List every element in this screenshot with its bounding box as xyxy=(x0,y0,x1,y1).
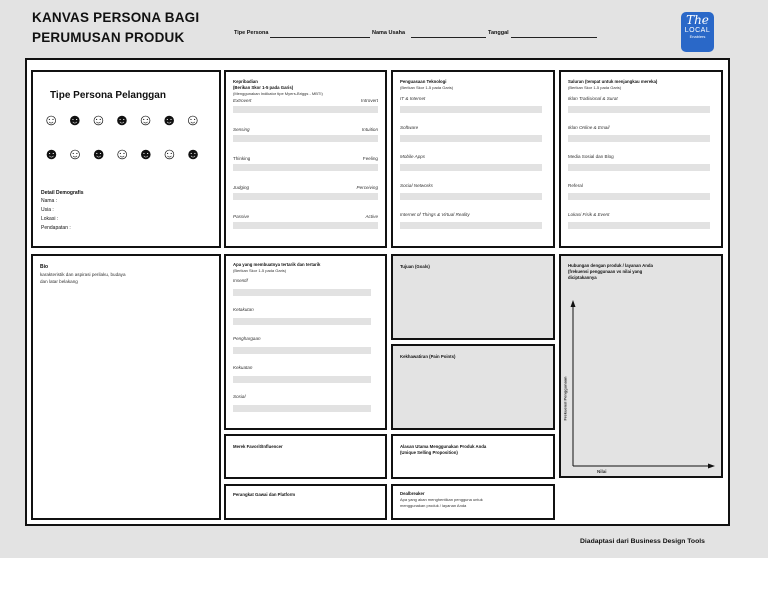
personality-box xyxy=(224,70,387,248)
technology-box xyxy=(391,70,555,248)
goals-title: Tujuan (Goals) xyxy=(400,264,430,269)
persona-face-icon: ☻ xyxy=(43,146,67,163)
technology-score-bar[interactable] xyxy=(400,135,542,142)
canvas-frame xyxy=(25,58,730,526)
personality-right-label: Feeling xyxy=(362,156,378,161)
relationship-axes xyxy=(561,256,721,476)
relationship-title-line1: Hubungan dengan produk / layanan Anda xyxy=(568,263,653,268)
personality-right-label: Active xyxy=(365,214,378,219)
channels-title: Saluran (tempat untuk menjangkau mereka) xyxy=(568,79,658,84)
personality-score-bar[interactable] xyxy=(233,222,378,229)
influencer-box xyxy=(224,434,387,479)
demographic-field-income: Pendapatan : xyxy=(41,225,71,231)
logo-text-the: The xyxy=(686,13,709,27)
motivation-score-bar[interactable] xyxy=(233,405,371,412)
motivation-score-bar[interactable] xyxy=(233,347,371,354)
motivation-score-bar[interactable] xyxy=(233,318,371,325)
personality-title: Kepribadian xyxy=(233,79,258,84)
influencer-title: Merek Favorit/Influencer xyxy=(233,444,283,449)
persona-face-icon: ☻ xyxy=(160,112,185,129)
persona-face-icon: ☻ xyxy=(184,146,209,163)
field-label-date: Tanggal xyxy=(488,30,509,36)
demographics-title: Detail Demografis xyxy=(41,190,84,196)
field-line-persona-type[interactable] xyxy=(270,37,370,38)
technology-score-bar[interactable] xyxy=(400,222,542,229)
y-axis-arrow xyxy=(571,300,576,307)
personality-left-label: Thinking xyxy=(233,156,251,161)
persona-face-icon: ☺ xyxy=(114,146,138,163)
persona-face-icon: ☻ xyxy=(137,146,162,163)
persona-face-icon: ☺ xyxy=(90,112,114,129)
technology-label: Mobile Apps xyxy=(400,154,426,159)
dealbreaker-title: Dealbreaker xyxy=(400,491,425,496)
personality-left-label: Passive xyxy=(233,214,250,219)
pain-points-title: Kekhawatiran (Pain Points) xyxy=(400,354,456,359)
channel-score-bar[interactable] xyxy=(568,193,710,200)
technology-label: IT & Internet xyxy=(400,96,426,101)
relationship-x-label: Nilai xyxy=(597,469,607,474)
personality-note: (Menggunakan Indikator tipe Myers-Briggs - MBTI) xyxy=(233,91,323,96)
motivation-label: Penghargaan xyxy=(233,336,261,341)
motivation-subtitle: (Berikan Skor 1-5 pada Garis) xyxy=(233,268,287,273)
personality-score-bar[interactable] xyxy=(233,164,378,171)
technology-score-bar[interactable] xyxy=(400,164,542,171)
personality-right-label: Introvert xyxy=(361,98,378,103)
goals-box xyxy=(391,254,555,340)
persona-face-icon: ☺ xyxy=(161,146,185,163)
dealbreaker-box xyxy=(391,484,555,520)
persona-box xyxy=(31,70,221,248)
technology-label: Internet of Things & Virtual Reality xyxy=(400,212,470,217)
motivation-label: Insentif xyxy=(233,278,248,283)
personality-left-label: Sensing xyxy=(233,127,250,132)
usp-title-line1: Alasan Utama Menggunakan Produk Anda xyxy=(400,444,487,449)
bio-line1: karakteristik dan aspirasi perilaku, budaya xyxy=(40,272,126,277)
persona-title: Tipe Persona Pelanggan xyxy=(50,90,166,101)
motivation-label: Ketakutan xyxy=(233,307,254,312)
x-axis-arrow xyxy=(708,464,715,469)
page-title-line1: KANVAS PERSONA BAGI xyxy=(32,10,200,25)
brand-logo xyxy=(681,12,714,52)
motivation-label: Sosial xyxy=(233,394,246,399)
bio-box xyxy=(31,254,221,520)
personality-subtitle: (Berikan Skor 1-5 pada Garis) xyxy=(233,85,294,90)
channel-label: Media Sosial dan Blog xyxy=(568,154,614,159)
persona-face-icon: ☺ xyxy=(43,112,67,129)
technology-label: Social Networks xyxy=(400,183,433,188)
devices-title: Perangkat Gawai dan Platform xyxy=(233,492,296,497)
footer-credit: Diadaptasi dari Business Design Tools xyxy=(580,538,705,545)
motivation-box xyxy=(224,254,387,430)
motivation-score-bar[interactable] xyxy=(233,289,371,296)
channel-label: Iklan Online & Email xyxy=(568,125,610,130)
persona-face-icon: ☺ xyxy=(137,112,161,129)
bio-line2: dan latar belakang xyxy=(40,279,78,284)
technology-subtitle: (Berikan Skor 1-5 pada Garis) xyxy=(400,85,454,90)
devices-box xyxy=(224,484,387,520)
field-label-persona-type: Tipe Persona xyxy=(234,30,269,36)
logo-text-local: LOCAL xyxy=(684,27,711,34)
pain-points-box xyxy=(391,344,555,430)
personality-right-label: Intuition xyxy=(361,127,378,132)
demographic-field-age: Usia : xyxy=(41,207,54,213)
channel-score-bar[interactable] xyxy=(568,106,710,113)
logo-text-enablers: Enablers xyxy=(689,34,706,39)
relationship-box xyxy=(559,254,723,478)
persona-faces-row1 xyxy=(43,112,208,130)
demographic-field-name: Nama : xyxy=(41,198,58,204)
field-label-business-name: Nama Usaha xyxy=(372,30,406,36)
persona-face-icon: ☻ xyxy=(90,146,115,163)
channel-label: Referal xyxy=(568,183,583,188)
bio-title: Bio xyxy=(40,264,49,270)
technology-title: Penguasaan Teknologi xyxy=(400,79,447,84)
dealbreaker-line2: menggunakan produk / layanan Anda xyxy=(400,503,467,508)
demographic-field-location: Lokasi : xyxy=(41,216,59,222)
relationship-title-line2: (frekuensi penggunaan vs nilai yang xyxy=(568,269,643,274)
field-line-business-name[interactable] xyxy=(411,37,486,38)
channel-score-bar[interactable] xyxy=(568,222,710,229)
personality-score-bar[interactable] xyxy=(233,193,378,200)
technology-label: Software xyxy=(400,125,419,130)
persona-face-icon: ☻ xyxy=(113,112,138,129)
personality-score-bar[interactable] xyxy=(233,106,378,113)
channel-score-bar[interactable] xyxy=(568,135,710,142)
personality-right-label: Perceiving xyxy=(356,185,378,190)
persona-face-icon: ☺ xyxy=(184,112,208,129)
usp-title-line2: (Unique Selling Proposition) xyxy=(400,450,458,455)
personality-score-bar[interactable] xyxy=(233,135,378,142)
persona-face-icon: ☺ xyxy=(66,146,91,163)
personality-left-label: Judging xyxy=(233,185,250,190)
persona-faces-row2 xyxy=(43,146,208,164)
motivation-label: Kekuatan xyxy=(233,365,253,370)
channel-label: Iklan Tradisional & Surat xyxy=(568,96,618,101)
field-line-date[interactable] xyxy=(511,37,597,38)
channel-score-bar[interactable] xyxy=(568,164,710,171)
relationship-title-line3: diciptakannya xyxy=(568,275,597,280)
channels-subtitle: (Berikan Skor 1-5 pada Garis) xyxy=(568,85,622,90)
channel-label: Lokasi Fisik & Event xyxy=(568,212,610,217)
technology-score-bar[interactable] xyxy=(400,106,542,113)
dealbreaker-line1: Apa yang akan menghentikan pengguna untuk xyxy=(400,497,483,502)
page-title-line2: PERUMUSAN PRODUK xyxy=(32,30,185,45)
motivation-title: Apa yang membuatnya tertarik dan tertarik xyxy=(233,262,321,267)
persona-face-icon: ☻ xyxy=(66,112,91,129)
technology-score-bar[interactable] xyxy=(400,193,542,200)
channels-box xyxy=(559,70,723,248)
personality-left-label: Extrovert xyxy=(233,98,252,103)
usp-box xyxy=(391,434,555,479)
relationship-y-label: Frekuensi Penggunaan xyxy=(562,376,568,421)
motivation-score-bar[interactable] xyxy=(233,376,371,383)
